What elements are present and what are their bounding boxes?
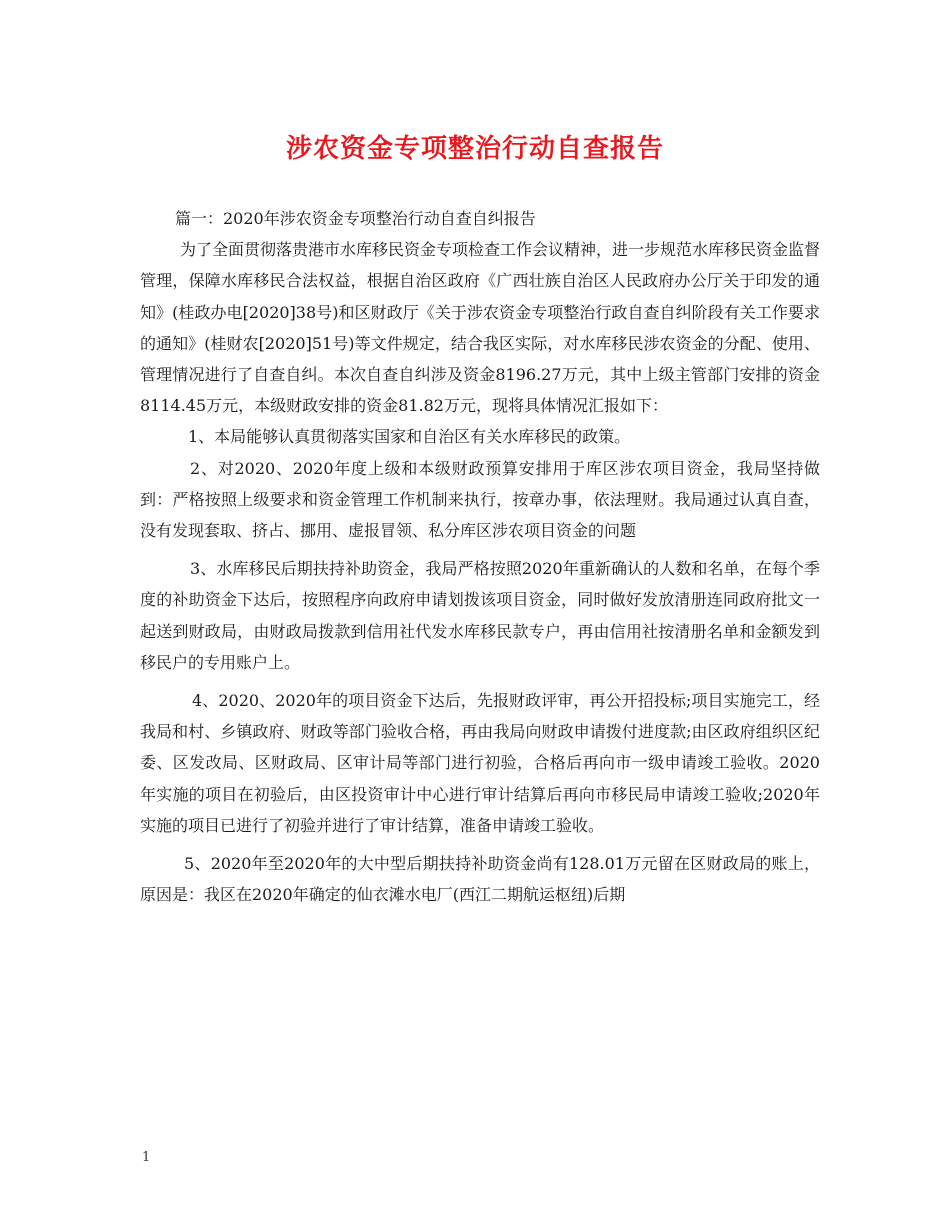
page-number: 1	[142, 1150, 151, 1165]
paragraph-item-2: 2、对2020、2020年度上级和本级财政预算安排用于库区涉农项目资金，我局坚持做到：严格按照上级要求和资金管理工作机制来执行，按章办事，依法理财。我局通过认真自查，没有发现套取、挤占、挪用、虚报冒领、私分库区涉农项目资金的问题	[140, 458, 820, 541]
paragraph-intro: 为了全面贯彻落贵港市水库移民资金专项检查工作会议精神，进一步规范水库移民资金监督管理，保障水库移民合法权益，根据自治区政府《广西壮族自治区人民政府办公厅关于印发的通知》(桂政办电[2020]38号)和区财政厅《关于涉农资金专项整治行政自查自纠阶段有关工作要求的通知》(桂财农[2020]51号)等文件规定，结合我区实际，对水库移民涉农资金的分配、使用、管理情况进行了自查自纠。本次自查自纠涉及资金8196.27万元，其中上级主管部门安排的资金8114.45万元，本级财政安排的资金81.82万元，现将具体情况汇报如下：	[140, 240, 821, 416]
paragraph-item-1: 1、本局能够认真贯彻落实国家和自治区有关水库移民的政策。	[188, 427, 631, 447]
paragraph-item-3: 3、水库移民后期扶持补助资金，我局严格按照2020年重新确认的人数和名单，在每个季度的补助资金下达后，按照程序向政府申请划拨该项目资金，同时做好发放清册连同政府批文一起送到财政局，由财政局拨款到信用社代发水库移民款专户，再由信用社按清册名单和金额发到移民户的专用账户上。	[140, 559, 820, 672]
paragraph-item-4: 4、2020、2020年的项目资金下达后，先报财政评审，再公开招投标;项目实施完工，经我局和村、乡镇政府、财政等部门验收合格，再由我局向财政申请拨付进度款;由区政府组织区纪委、区发改局、区财政局、区审计局等部门进行初验，合格后再向市一级申请竣工验收。2020年实施的项目在初验后，由区投资审计中心进行审计结算后再向市移民局申请竣工验收;2020年实施的项目已进行了初验并进行了审计结算，准备申请竣工验收。	[140, 691, 820, 835]
paragraph-item-5: 5、2020年至2020年的大中型后期扶持补助资金尚有128.01万元留在区财政局的账上，原因是：我区在2020年确定的仙衣滩水电厂(西江二期航运枢纽)后期	[140, 854, 820, 905]
chapter-heading: 篇一：2020年涉农资金专项整治行动自查自纠报告	[175, 209, 536, 228]
document-body	[140, 203, 820, 910]
document-title: 涉农资金专项整治行动自查报告	[285, 134, 664, 164]
